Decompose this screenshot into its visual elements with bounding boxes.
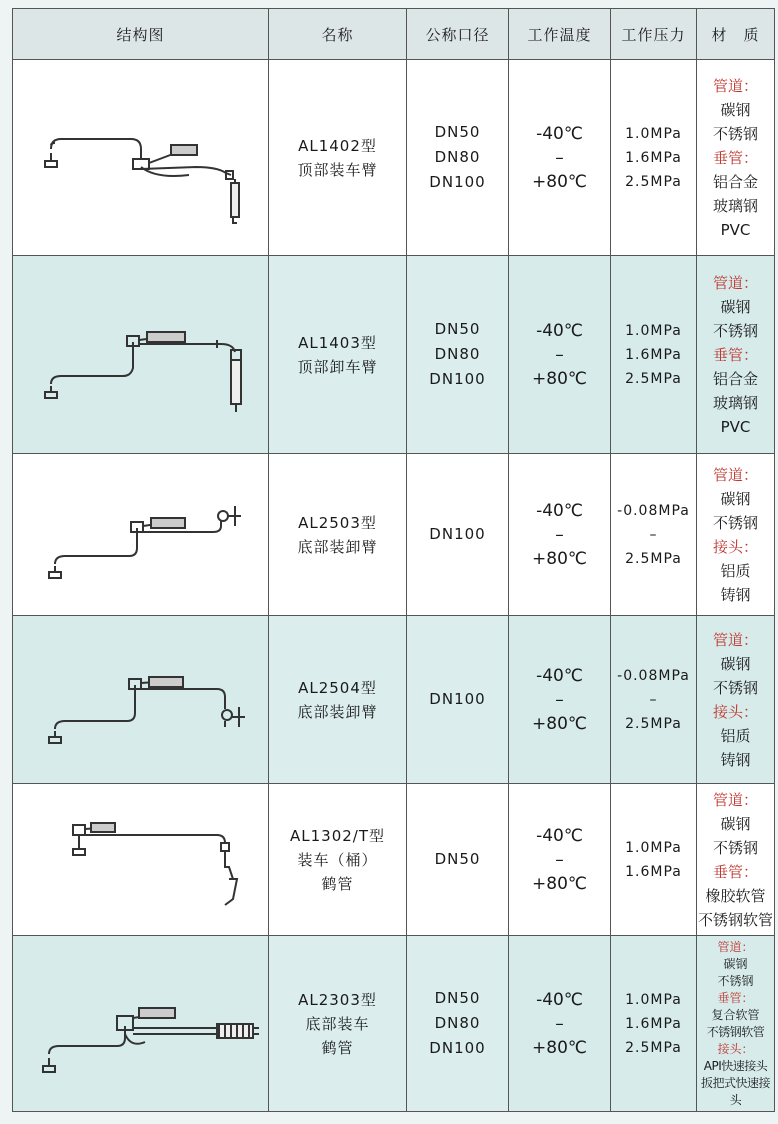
material-label: 管道：: [717, 939, 754, 954]
material-cell: [697, 454, 775, 616]
material-value: 铝质: [720, 726, 751, 745]
name-cell: [269, 936, 407, 1112]
material-value: 碳钢: [723, 956, 748, 971]
pressure-value: -0.08MPa: [617, 502, 690, 519]
loading-arm-spec-table: [12, 8, 775, 1112]
pressure-value: 1.0MPa: [625, 322, 682, 339]
pressure-value: 2.5MPa: [625, 715, 682, 732]
structure-cell: [13, 454, 269, 616]
name-cell: [269, 454, 407, 616]
diameter-value: DN50: [434, 989, 481, 1007]
model-name: AL1302/T型: [289, 826, 385, 845]
diameter-value: DN50: [434, 850, 481, 868]
material-value: 不锈钢: [712, 321, 758, 340]
model-name: AL2504型: [298, 678, 377, 697]
material-value: 不锈钢: [712, 678, 758, 697]
temperature-cell: [509, 616, 611, 784]
material-cell: [697, 256, 775, 454]
material-value: 碳钢: [720, 489, 751, 508]
pressure-value: 1.6MPa: [625, 149, 682, 166]
material-label: 管道：: [712, 465, 758, 484]
pressure-cell: [611, 454, 697, 616]
name-cell: [269, 60, 407, 256]
material-label: 管道：: [712, 76, 758, 95]
temp-max: +80℃: [532, 873, 587, 894]
material-value: 不锈钢软管: [706, 1024, 765, 1039]
pressure-value: 2.5MPa: [625, 370, 682, 387]
pressure-cell: [611, 256, 697, 454]
temp-max: +80℃: [532, 368, 587, 389]
material-value: 碳钢: [720, 814, 751, 833]
model-type: 鹤管: [321, 874, 354, 893]
bottom-arm-icon: [21, 635, 261, 765]
structure-cell: [13, 60, 269, 256]
material-value: 铸钢: [720, 750, 751, 769]
material-label: 垂管：: [712, 862, 758, 881]
pressure-value: 2.5MPa: [625, 550, 682, 567]
temperature-cell: [509, 256, 611, 454]
temp-max: +80℃: [532, 1037, 587, 1058]
diameter-value: DN100: [429, 525, 486, 543]
material-cell: [697, 784, 775, 936]
header-material: 材 质: [697, 9, 775, 60]
pressure-value: 1.6MPa: [625, 863, 682, 880]
temp-min: -40℃: [536, 123, 583, 144]
header-structure: 结构图: [13, 9, 269, 60]
model-type: 装车（桶）: [297, 850, 378, 869]
temp-max: +80℃: [532, 171, 587, 192]
table-header-row: [13, 9, 775, 60]
diameter-cell: [407, 616, 509, 784]
temp-min: -40℃: [536, 825, 583, 846]
hose-loading-arm-icon: [21, 954, 261, 1094]
pressure-cell: [611, 616, 697, 784]
model-type: 鹤管: [321, 1038, 354, 1057]
diameter-value: DN50: [434, 123, 481, 141]
diameter-value: DN100: [429, 370, 486, 388]
material-label: 管道：: [712, 273, 758, 292]
material-value: 不锈钢: [717, 973, 754, 988]
diameter-value: DN100: [429, 1039, 486, 1057]
diameter-value: DN50: [434, 320, 481, 338]
material-value: 碳钢: [720, 100, 751, 119]
material-label: 管道：: [712, 630, 758, 649]
header-name: 名称: [269, 9, 407, 60]
header-pressure: 工作压力: [611, 9, 697, 60]
pressure-sep: –: [649, 691, 658, 708]
name-cell: [269, 616, 407, 784]
diameter-value: DN100: [429, 690, 486, 708]
temp-sep: –: [555, 147, 564, 168]
diameter-value: DN80: [434, 148, 481, 166]
material-value: API快速接头: [703, 1058, 768, 1073]
material-value: 铝合金: [712, 369, 758, 388]
material-value: 不锈钢: [712, 838, 758, 857]
material-value: 不锈钢软管: [697, 910, 773, 929]
diameter-cell: [407, 936, 509, 1112]
temp-max: +80℃: [532, 713, 587, 734]
temp-min: -40℃: [536, 665, 583, 686]
temperature-cell: [509, 454, 611, 616]
pressure-value: 1.6MPa: [625, 1015, 682, 1032]
top-loading-arm-icon: [21, 83, 261, 233]
temp-sep: –: [555, 524, 564, 545]
bottom-arm-icon: [21, 470, 261, 600]
material-label: 接头：: [717, 1041, 754, 1056]
material-value: 不锈钢: [712, 124, 758, 143]
diameter-cell: [407, 256, 509, 454]
material-label: 接头：: [712, 537, 758, 556]
model-name: AL1402型: [298, 136, 377, 155]
material-value: 铸钢: [720, 585, 751, 604]
header-temperature: 工作温度: [509, 9, 611, 60]
structure-cell: [13, 616, 269, 784]
model-type: 底部装车: [305, 1014, 370, 1033]
table-row: [13, 936, 775, 1112]
pressure-cell: [611, 60, 697, 256]
table-row: [13, 454, 775, 616]
structure-cell: [13, 936, 269, 1112]
pressure-value: 2.5MPa: [625, 1039, 682, 1056]
pressure-cell: [611, 784, 697, 936]
material-label: 接头：: [712, 702, 758, 721]
structure-cell: [13, 784, 269, 936]
pressure-value: 1.0MPa: [625, 991, 682, 1008]
diameter-value: DN100: [429, 173, 486, 191]
material-cell: [697, 936, 775, 1112]
barrel-loading-arm-icon: [21, 795, 261, 925]
pressure-value: -0.08MPa: [617, 667, 690, 684]
material-value: 橡胶软管: [705, 886, 766, 905]
material-value: PVC: [720, 417, 751, 436]
temp-sep: –: [555, 689, 564, 710]
model-name: AL1403型: [298, 333, 377, 352]
model-type: 底部装卸臂: [297, 537, 378, 556]
top-unloading-arm-icon: [21, 280, 261, 430]
pressure-value: 1.0MPa: [625, 839, 682, 856]
material-cell: [697, 60, 775, 256]
table-row: [13, 616, 775, 784]
diameter-cell: [407, 60, 509, 256]
diameter-cell: [407, 784, 509, 936]
material-value: 铝质: [720, 561, 751, 580]
pressure-value: 2.5MPa: [625, 173, 682, 190]
diameter-value: DN80: [434, 1014, 481, 1032]
material-value: 扳把式快速接头: [700, 1075, 770, 1107]
pressure-cell: [611, 936, 697, 1112]
temp-sep: –: [555, 1013, 564, 1034]
material-value: 铝合金: [712, 172, 758, 191]
material-label: 管道：: [712, 790, 758, 809]
pressure-value: 1.6MPa: [625, 346, 682, 363]
material-value: 不锈钢: [712, 513, 758, 532]
diameter-cell: [407, 454, 509, 616]
diameter-value: DN80: [434, 345, 481, 363]
temperature-cell: [509, 784, 611, 936]
material-value: 碳钢: [720, 654, 751, 673]
material-value: 碳钢: [720, 297, 751, 316]
temp-sep: –: [555, 849, 564, 870]
header-diameter: 公称口径: [407, 9, 509, 60]
name-cell: [269, 784, 407, 936]
temperature-cell: [509, 60, 611, 256]
table-row: [13, 60, 775, 256]
model-type: 顶部卸车臂: [297, 357, 378, 376]
material-label: 垂管：: [717, 990, 754, 1005]
material-label: 垂管：: [712, 148, 758, 167]
structure-cell: [13, 256, 269, 454]
material-label: 垂管：: [712, 345, 758, 364]
table-row: [13, 784, 775, 936]
model-name: AL2503型: [298, 513, 377, 532]
material-cell: [697, 616, 775, 784]
temp-min: -40℃: [536, 500, 583, 521]
material-value: 玻璃钢: [712, 393, 758, 412]
material-value: 复合软管: [711, 1007, 760, 1022]
temp-max: +80℃: [532, 548, 587, 569]
model-name: AL2303型: [298, 990, 377, 1009]
pressure-sep: –: [649, 526, 658, 543]
name-cell: [269, 256, 407, 454]
model-type: 底部装卸臂: [297, 702, 378, 721]
pressure-value: 1.0MPa: [625, 125, 682, 142]
temperature-cell: [509, 936, 611, 1112]
material-value: 玻璃钢: [712, 196, 758, 215]
model-type: 顶部装车臂: [297, 160, 378, 179]
temp-min: -40℃: [536, 320, 583, 341]
material-value: PVC: [720, 220, 751, 239]
temp-min: -40℃: [536, 989, 583, 1010]
table-row: [13, 256, 775, 454]
temp-sep: –: [555, 344, 564, 365]
